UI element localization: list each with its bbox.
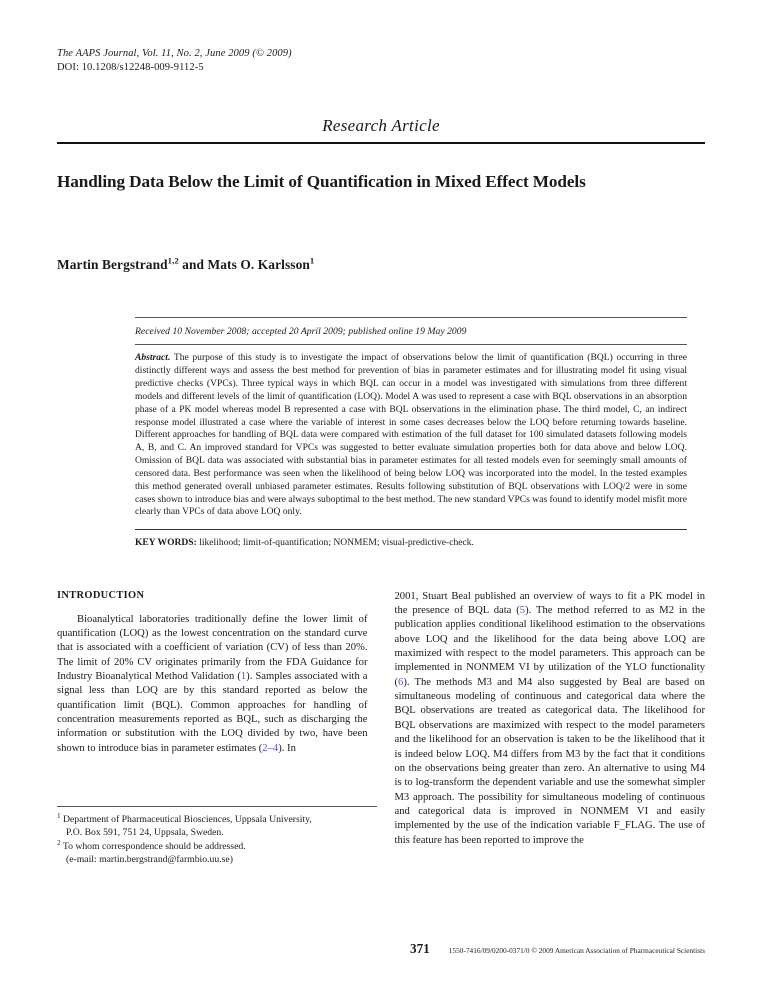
right-column (395, 590, 706, 848)
section-heading-introduction: INTRODUCTION (57, 589, 145, 601)
author-list (57, 257, 705, 273)
citation-link-2-4[interactable]: 2–4 (262, 742, 279, 754)
footnote-2-email: (e-mail: martin.bergstrand@farmbio.uu.se) (66, 853, 233, 865)
copyright-notice: 1550-7416/09/0200-0371/0 © 2009 American Association of Pharmaceutical Scientists (448, 946, 705, 955)
intro-text-part-1: Bioanalytical laboratories traditionally define the lower limit of quantification (LOQ) as the lowest concentration on the standard curve that is associated with a coefficient of variation (CV) of less than 20%. The limit of 20% CV originates primarily from the FDA Guidance for Industry Bioanalytical Method Validation ( (57, 613, 368, 683)
header-divider (57, 142, 705, 144)
journal-header (57, 47, 705, 75)
abstract-label: Abstract. (135, 352, 171, 364)
right-text-part-2: ). The method referred to as M2 in the publication applies conditional likelihood estimation to the observations above LOQ and the likelihood for the data being above LOQ are maximized with respect to the model parameters. This approach can be implemented in NONMEM VI by utilization of the YLO functionality ( (394, 605, 705, 688)
footnote-1-line-2: P.O. Box 591, 751 24, Uppsala, Sweden. (66, 826, 224, 838)
keywords-section (135, 529, 687, 548)
footnote-divider (57, 806, 377, 807)
author-second-affiliation: 1 (309, 255, 315, 266)
keywords-label: KEY WORDS: (135, 536, 197, 548)
right-text-part-1: 2001, Stuart Beal published an overview of ways to fit a PK model in the presence of BQL data ( (394, 590, 705, 617)
publication-dates: Received 10 November 2008; accepted 20 April 2009; published online 19 May 2009 (135, 326, 467, 338)
footnote-1-marker: 1 (57, 811, 61, 820)
intro-text-part-2: ). Samples associated with a signal less than LOQ are by this standard reported as below the quantification limit (BQL). Common approaches for handling of concentration measurements reported as BQL, such as discharging the information or substitution with the LOQ divided by two, have been shown to introduce bias in parameter estimates ( (57, 671, 368, 754)
abstract-body: The purpose of this study is to investigate the impact of observations below the limit of quantification (BQL) occurring in three distinctly different ways and assess the best method for prevention of bias in parameter estimates and for illustrating model fit using visual predictive checks (VPCs). Three typical ways in which BQL can occur in a model was investigated with simulations from three different models and different levels of the limit of quantification (LOQ). Model A was used to represent a case with BQL observations in an absorption phase of a PK model whereas model B represented a case with BQL observations in the elimination phase. The third model, C, an indirect response model illustrated a case where the variable of interest in some cases decreases below the LOQ before returning towards baseline. Different approaches for handling of BQL data were compared with estimation of the full dataset for 100 simulated datasets following models A, B, and C. An improved standard for VPCs was suggested to better evaluate simulation properties both for data above and below LOQ. Omission of BQL data was associated with substantial bias in parameter estimates for all tested models even for seemingly small amounts of censored data. Best performance was seen when the likelihood of being below LOQ was incorporated into the model. In the tested examples this method generated overall unbiased parameter estimates. Results following substitution of BQL observations with LOQ/2 were in some cases shown to introduce bias and were always suboptimal to the best method. The new standard VPCs was found to identify model misfit more clearly than VPCs of data above LOQ only. (135, 352, 687, 518)
intro-paragraph (57, 613, 368, 756)
citation-link-5[interactable]: 5 (519, 605, 526, 617)
journal-doi: DOI: 10.1208/s12248-009-9112-5 (57, 61, 204, 73)
right-column-paragraph (395, 590, 706, 848)
citation-link-1[interactable]: 1 (240, 671, 247, 683)
author-conjunction: and Mats O. Karlsson (178, 257, 310, 273)
body-columns (57, 589, 705, 865)
abstract-text (135, 352, 687, 519)
abstract-top-divider (135, 317, 687, 318)
footnote-2 (57, 838, 377, 867)
page-number: 371 (409, 941, 430, 956)
footnote-1-line-1: Department of Pharmaceutical Biosciences, Uppsala University, (60, 813, 312, 825)
footnote-2-line-1: To whom correspondence should be addressed. (60, 840, 246, 852)
abstract-block (135, 317, 687, 547)
footnotes (57, 806, 377, 868)
page-footer (57, 941, 705, 957)
page-title: Handling Data Below the Limit of Quantification in Mixed Effect Models (57, 171, 586, 191)
author-first-affiliation: 1,2 (167, 255, 179, 266)
author-first: Martin Bergstrand (57, 257, 168, 273)
keywords-list: likelihood; limit-of-quantification; NONMEM; visual-predictive-check. (196, 536, 474, 548)
article-type-label: Research Article (322, 115, 440, 135)
intro-text-part-3: ). In (278, 742, 296, 754)
abstract-divider (135, 344, 687, 345)
citation-link-6[interactable]: 6 (398, 676, 404, 688)
journal-reference: The AAPS Journal, Vol. 11, No. 2, June 2009 (© 2009) (57, 48, 292, 59)
footnote-2-marker: 2 (57, 838, 61, 847)
left-column (57, 589, 368, 865)
footnote-1 (57, 811, 377, 840)
right-text-part-3: ). The methods M3 and M4 also suggested by Beal are based on simultaneous modeling of continuous and categorical data where the BQL observations are treated as categorical data. The likelihood for BQL observations are maximized with respect to the model parameters and the likelihood for an observation is taken to be the likelihood that it is indeed below LOQ. M4 differs from M3 by the fact that it conditions on the observations being greater than zero. An alternative to using M4 is to log-transform the dependent variable and use the somewhat simpler M3 approach. The possibility for simultaneous modeling of continuous and categorical data is improved in NONMEM VI and easily implemented by the use of the indication variable F_FLAG. The use of this feature has been reported to improve the (394, 676, 705, 846)
